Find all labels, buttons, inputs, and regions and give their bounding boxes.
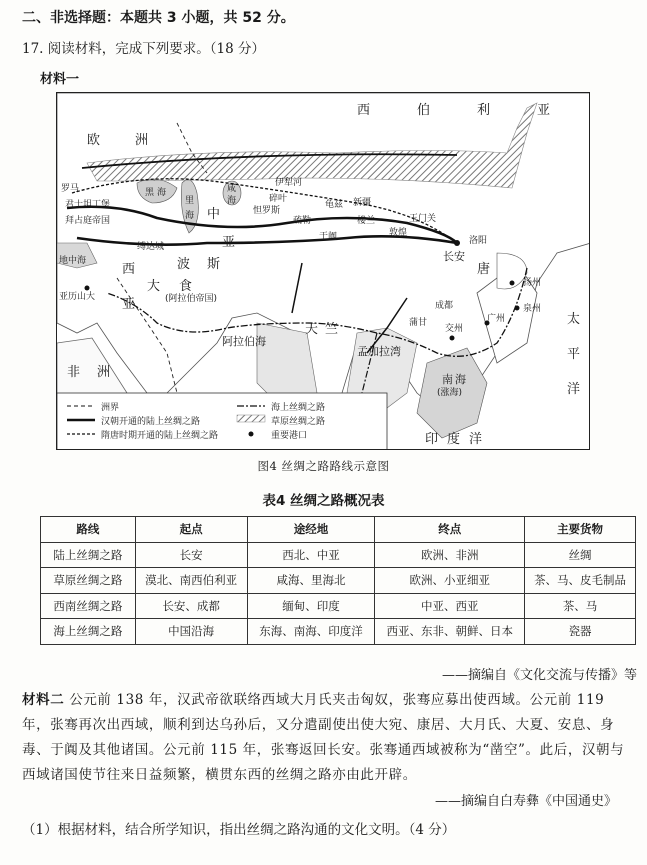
port-dot-quanzhou [515, 306, 520, 311]
map-place-dunhuang: 敦煌 [389, 228, 408, 238]
map-label-arab-1: 大 [147, 279, 162, 294]
silk-road-map [56, 92, 590, 450]
table-cell: 茶、马 [525, 593, 636, 619]
map-place-caspian-1: 里 [185, 196, 195, 206]
table-cell: 西亚、东非、朝鲜、日本 [375, 619, 525, 645]
map-place-guangzhou: 广州 [487, 314, 506, 324]
table-row [41, 568, 636, 594]
table-cell: 中亚、西亚 [375, 593, 525, 619]
map-place-bagan: 蒲甘 [409, 318, 428, 328]
section-header: 二、非选择题：本题共 3 小题，共 52 分。 [22, 10, 295, 26]
port-dot-jiaozhou [450, 336, 455, 341]
map-place-black-1: 黑 [145, 188, 155, 198]
table-cell: 东海、南海、印度洋 [247, 619, 375, 645]
map-label-south-sea-2: 海 [455, 373, 466, 386]
table-cell: 欧洲、非洲 [375, 542, 525, 568]
map-place-byzantine: 拜占庭帝国 [65, 216, 111, 226]
map-label-south-sea-1: 南 [442, 373, 453, 386]
table-cell: 海上丝绸之路 [41, 619, 136, 645]
map-label-west-asia-1: 西 [122, 262, 137, 277]
map-place-quanzhou: 泉州 [523, 304, 542, 314]
map-label-pacific-3: 洋 [567, 382, 582, 397]
table-header-cell: 路线 [41, 517, 136, 543]
map-label-pacific-1: 太 [567, 312, 582, 327]
table-cell: 西北、中亚 [247, 542, 375, 568]
map-place-kucha: 龟兹 [325, 200, 344, 210]
question-title: 17. 阅读材料，完成下列要求。（18 分） [22, 41, 265, 57]
subquestion-1: （1）根据材料，结合所学知识，指出丝绸之路沟通的文化文明。（4 分） [22, 822, 456, 838]
silk-road-table [40, 516, 636, 645]
table-header-cell: 途经地 [247, 517, 375, 543]
port-dot-changan [454, 240, 460, 246]
legend-sea-route: 海上丝绸之路 [271, 403, 326, 413]
map-place-constantinople: 君士坦丁堡 [65, 200, 111, 210]
material2-source: ——摘编自白寿彝《中国通史》 [434, 794, 617, 809]
map-place-xinjiang: 新疆 [353, 198, 372, 208]
map-label-africa-1: 非 [67, 365, 82, 380]
map-place-caspian-2: 海 [185, 211, 195, 221]
table-cell: 欧洲、小亚细亚 [375, 568, 525, 594]
map-label-indian-ocean-2: 度 [447, 432, 462, 447]
map-place-chengdu: 成都 [435, 301, 454, 311]
map-place-aral-1: 咸 [227, 184, 237, 194]
map-label-west-asia-2: 亚 [122, 297, 137, 312]
map-place-ili: 伊犁河 [275, 178, 303, 188]
legend-port: 重要港口 [271, 431, 308, 441]
table-title: 表4 丝绸之路概况表 [262, 493, 385, 509]
table-header-cell: 终点 [375, 517, 525, 543]
table-cell: 茶、马、皮毛制品 [525, 568, 636, 594]
map-label-siberia-4: 亚 [537, 103, 552, 118]
map-label-india-2: 竺 [325, 322, 340, 337]
table-cell: 漠北、南西伯利亚 [135, 568, 247, 594]
map-label-siberia-3: 利 [477, 103, 492, 118]
map-place-yangzhou: 扬州 [523, 278, 542, 288]
map-label-arabian-sea: 阿拉伯海 [222, 335, 266, 348]
map-place-suyab: 碎叶 [269, 194, 288, 204]
map-label-europe-2: 洲 [135, 133, 150, 148]
table-cell: 长安 [135, 542, 247, 568]
table-cell: 西南丝绸之路 [41, 593, 136, 619]
map-label-pacific-2: 平 [567, 347, 582, 362]
map-label-central-asia-1: 中 [207, 207, 222, 222]
map-label-indian-ocean-3: 洋 [469, 432, 484, 447]
material2-text: 公元前 138 年，汉武帝欲联络西域大月氏夹击匈奴，张骞应募出使西域。公元前 119 年，张骞再次出西域，顺利到达乌孙后，又分遣副使出使大宛、康居、大月氏、大夏、安息、身毒、于阗及其他诸国。公元前 115 年，张骞返回长安。张骞通西域被称为“凿空”。此后，汉朝与西域诸国使节往来日益频繁，横贯东西的丝绸之路亦由此开辟。 [22, 692, 625, 783]
map-label-south-sea-alt: (涨海) [437, 388, 463, 398]
map-place-talas: 怛罗斯 [253, 206, 281, 216]
legend-boundary: 洲界 [101, 403, 120, 413]
map-label-arab-2: 食 [179, 279, 194, 294]
material2-paragraph [22, 688, 637, 788]
table-cell: 咸海、里海北 [247, 568, 375, 594]
map-place-aral-2: 海 [227, 196, 237, 206]
table-row [41, 619, 636, 645]
map-place-jiaozhou: 交州 [445, 324, 464, 334]
table-cell: 陆上丝绸之路 [41, 542, 136, 568]
table-cell: 中国沿海 [135, 619, 247, 645]
table-cell: 丝绸 [525, 542, 636, 568]
map-label-bay-of-bengal: 孟加拉湾 [357, 345, 401, 358]
map-label-indian-ocean-1: 印 [425, 432, 440, 447]
map-place-mediterranean: 地中海 [59, 256, 87, 266]
material2-label: 材料二 [22, 692, 65, 708]
map-label-persia-1: 波 [177, 257, 192, 272]
map-place-loulan: 楼兰 [357, 216, 376, 226]
map-place-rome: 罗马 [61, 184, 80, 194]
map-label-siberia-1: 西 [357, 103, 372, 118]
map-label-europe-1: 欧 [87, 133, 102, 148]
table-source: ——摘编自《文化交流与传播》等 [441, 668, 637, 683]
map-place-yumen: 玉门关 [409, 214, 437, 224]
legend-han-route: 汉朝开通的陆上丝绸之路 [101, 417, 201, 427]
map-place-kashgar: 疏勒 [293, 216, 312, 226]
map-label-central-asia-2: 亚 [222, 235, 237, 250]
table-row [41, 542, 636, 568]
table-cell: 缅甸、印度 [247, 593, 375, 619]
map-label-siberia-2: 伯 [417, 103, 432, 118]
map-label-africa-2: 洲 [97, 365, 112, 380]
table-header-cell: 起点 [135, 517, 247, 543]
map-label-india-1: 天 [305, 322, 320, 337]
table-header-cell: 主要货物 [525, 517, 636, 543]
map-place-alexandria: 亚历山大 [59, 292, 96, 302]
table-cell: 长安、成都 [135, 593, 247, 619]
legend-steppe-route: 草原丝绸之路 [271, 417, 326, 427]
map-place-khotan: 于阗 [319, 232, 338, 242]
map-label-arab-empire: (阿拉伯帝国) [165, 294, 218, 304]
map-label-tang: 唐 [477, 262, 492, 277]
legend-tang-route: 隋唐时期开通的陆上丝绸之路 [101, 431, 219, 441]
table-row [41, 593, 636, 619]
map-label-persia-2: 斯 [207, 257, 222, 272]
table-cell: 草原丝绸之路 [41, 568, 136, 594]
map-place-baghdad: 缚达城 [137, 242, 165, 252]
port-dot-yangzhou [510, 281, 515, 286]
table-header-row [41, 517, 636, 543]
map-place-luoyang: 洛阳 [469, 236, 488, 246]
map-place-changan: 长安 [443, 250, 465, 263]
table-cell: 瓷器 [525, 619, 636, 645]
material1-label: 材料一 [40, 72, 80, 87]
map-place-black-2: 海 [157, 188, 167, 198]
figure-caption: 图4 丝绸之路路线示意图 [257, 459, 390, 473]
